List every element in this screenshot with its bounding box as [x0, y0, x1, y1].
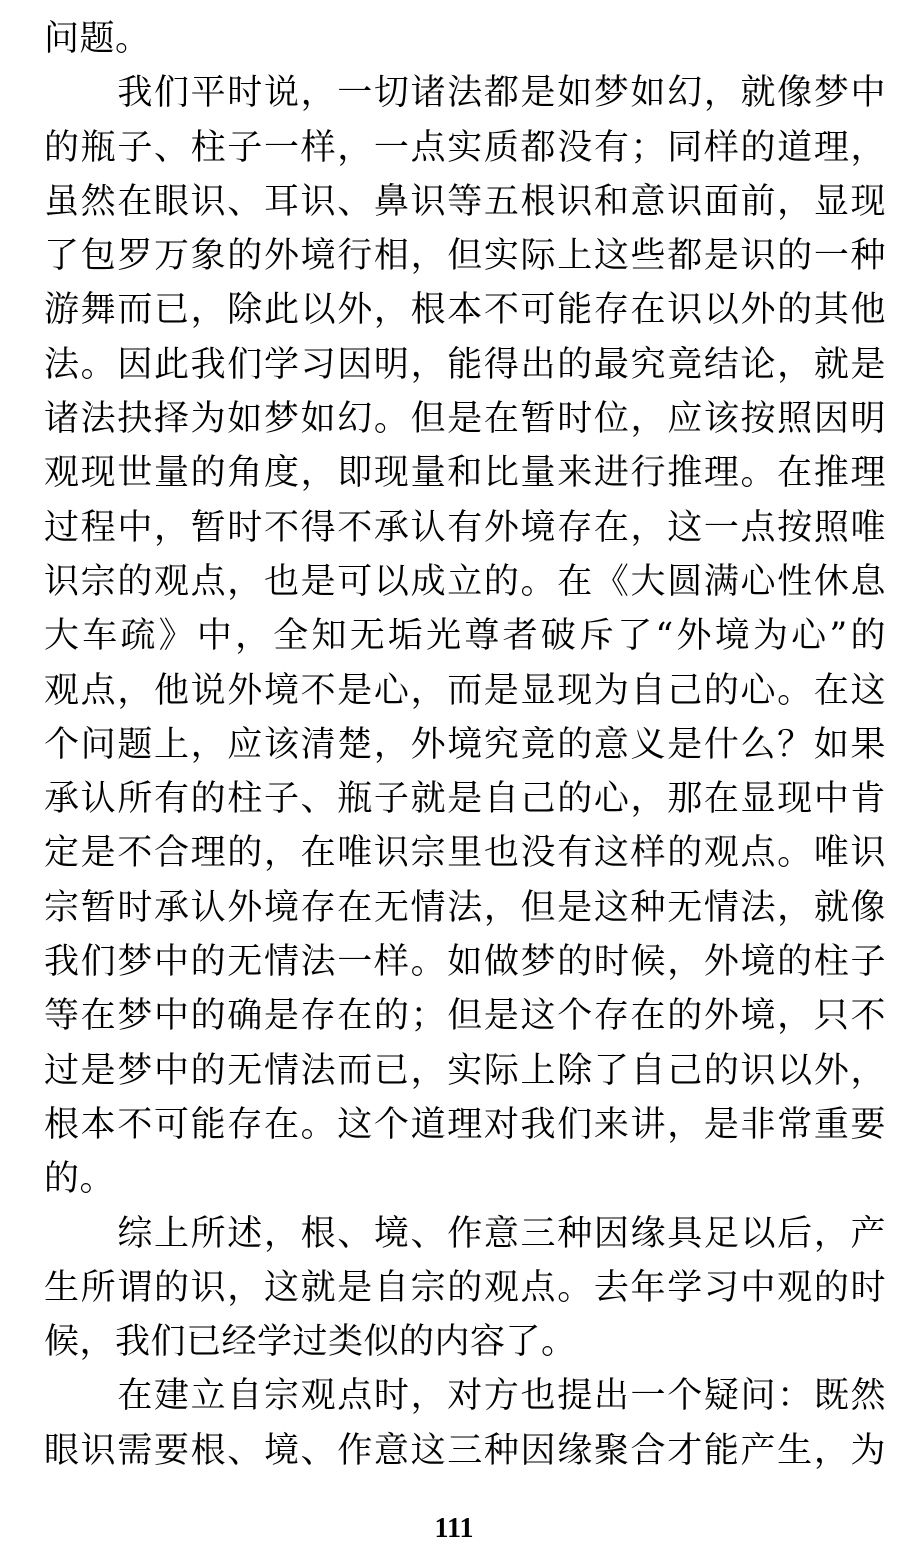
text-line: 眼识需要根、境、作意这三种因缘聚合才能产生，为 — [44, 1430, 886, 1471]
text-line: 个问题上，应该清楚，外境究竟的意义是什么？如果 — [44, 724, 886, 765]
text-line: 问题。 — [44, 19, 151, 59]
text-line: 等在梦中的确是存在的；但是这个存在的外境，只不 — [44, 996, 886, 1037]
text-line: 游舞而已，除此以外，根本不可能存在识以外的其他 — [44, 290, 886, 331]
body-text — [44, 12, 886, 1478]
text-line: 宗暂时承认外境存在无情法，但是这种无情法，就像 — [44, 887, 886, 928]
text-line: 我们梦中的无情法一样。如做梦的时候，外境的柱子 — [44, 942, 886, 983]
text-line: 在建立自宗观点时，对方也提出一个疑问：既然 — [44, 1376, 886, 1417]
text-line: 过是梦中的无情法而已，实际上除了自己的识以外， — [44, 1050, 886, 1091]
text-line: 候，我们已经学过类似的内容了。 — [44, 1322, 577, 1363]
text-line: 过程中，暂时不得不承认有外境存在，这一点按照唯 — [44, 507, 886, 548]
text-line: 定是不合理的，在唯识宗里也没有这样的观点。唯识 — [44, 833, 886, 874]
text-line: 法。因此我们学习因明，能得出的最究竟结论，就是 — [44, 344, 886, 385]
text-line: 承认所有的柱子、瓶子就是自己的心，那在显现中肯 — [44, 779, 886, 820]
text-line: 诸法抉择为如梦如幻。但是在暂时位，应该按照因明 — [44, 399, 886, 440]
text-line: 生所谓的识，这就是自宗的观点。去年学习中观的时 — [44, 1267, 886, 1308]
text-line: 大车疏》中，全知无垢光尊者破斥了“外境为心”的 — [44, 616, 886, 657]
text-line: 虽然在眼识、耳识、鼻识等五根识和意识面前，显现 — [44, 181, 886, 222]
text-line: 观现世量的角度，即现量和比量来进行推理。在推理 — [44, 453, 886, 494]
text-line: 了包罗万象的外境行相，但实际上这些都是识的一种 — [44, 236, 886, 277]
text-line: 我们平时说，一切诸法都是如梦如幻，就像梦中 — [44, 73, 886, 114]
text-line: 识宗的观点，也是可以成立的。在《大圆满心性休息 — [44, 561, 886, 602]
page-number: 111 — [434, 1513, 474, 1544]
text-line: 综上所述，根、境、作意三种因缘具足以后，产 — [44, 1213, 886, 1254]
text-line: 的。 — [44, 1159, 116, 1200]
text-line: 根本不可能存在。这个道理对我们来讲，是非常重要 — [44, 1104, 886, 1145]
text-line: 的瓶子、柱子一样，一点实质都没有；同样的道理， — [44, 127, 886, 168]
text-line: 观点，他说外境不是心，而是显现为自己的心。在这 — [44, 670, 886, 711]
